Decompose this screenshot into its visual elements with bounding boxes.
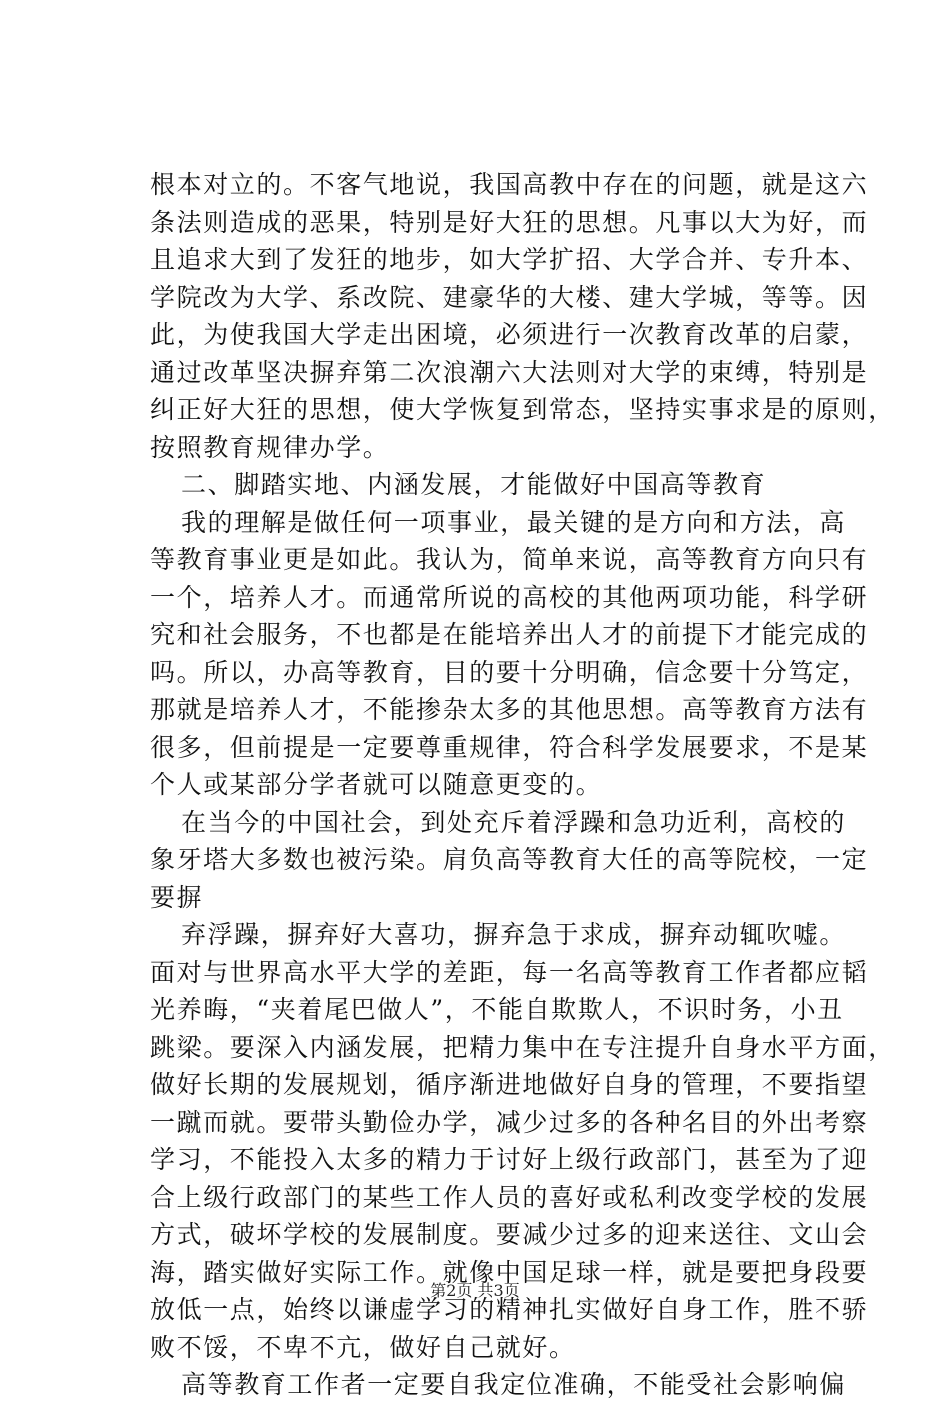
text-line: 光养晦，“夹着尾巴做人”，不能自欺欺人，不识时务，小丑	[150, 995, 844, 1024]
text-line: 在当今的中国社会，到处充斥着浮躁和急功近利，高校的	[181, 807, 847, 837]
text-line: 合上级行政部门的某些工作人员的喜好或私利改变学校的发展	[150, 1182, 869, 1212]
text-line: 学习，不能投入太多的精力于讨好上级行政部门，甚至为了迎	[150, 1145, 869, 1174]
text-line: 很多，但前提是一定要尊重规律，符合科学发展要求，不是某	[150, 732, 869, 762]
text-line: 此，为使我国大学走出困境，必须进行一次教育改革的启蒙，	[150, 320, 869, 349]
text-line: 个人或某部分学者就可以随意更变的。	[150, 770, 603, 799]
text-line: 究和社会服务，不也都是在能培养出人才的前提下才能完成的	[150, 620, 869, 649]
page-footer: 第2页 共3页	[430, 1281, 520, 1300]
text-line: 且追求大到了发狂的地步，如大学扩招、大学合并、专升本、	[150, 245, 869, 274]
text-line: 学院改为大学、系改院、建豪华的大楼、建大学城，等等。因	[150, 282, 869, 312]
text-line: 等教育事业更是如此。我认为，简单来说，高等教育方向只有	[150, 545, 869, 574]
text-line: 通过改革坚决摒弃第二次浪潮六大法则对大学的束缚，特别是	[150, 357, 869, 387]
text-line: 方式，破坏学校的发展制度。要减少过多的迎来送往、文山会	[150, 1220, 869, 1249]
section-heading: 二、脚踏实地、内涵发展，才能做好中国高等教育	[181, 470, 767, 499]
text-line: 那就是培养人才，不能掺杂太多的其他思想。高等教育方法有	[150, 695, 869, 724]
text-line: 象牙塔大多数也被污染。肩负高等教育大任的高等院校，一定	[150, 845, 869, 874]
text-line: 弃浮躁，摒弃好大喜功，摒弃急于求成，摒弃动辄吹嘘。	[181, 920, 847, 949]
text-line: 面对与世界高水平大学的差距，每一名高等教育工作者都应韬	[150, 957, 869, 987]
text-line: 一蹴而就。要带头勤俭办学，减少过多的各种名目的外出考察	[150, 1107, 869, 1137]
text-line: 要摒	[150, 882, 204, 912]
text-line: 海，踏实做好实际工作。就像中国足球一样，就是要把身段要	[150, 1257, 869, 1287]
text-line: 吗。所以，办高等教育，目的要十分明确，信念要十分笃定，	[150, 657, 869, 687]
document-body	[150, 166, 895, 1404]
text-line: 放低一点，始终以谦虚学习的精神扎实做好自身工作，胜不骄	[150, 1295, 869, 1324]
text-line: 跳梁。要深入内涵发展，把精力集中在专注提升自身水平方面，	[150, 1032, 895, 1062]
text-line: 按照教育规律办学。	[150, 432, 390, 462]
text-line: 高等教育工作者一定要自我定位准确，不能受社会影响偏	[181, 1370, 847, 1399]
text-line: 纠正好大狂的思想，使大学恢复到常态，坚持实事求是的原则，	[150, 395, 895, 424]
text-line: 败不馁，不卑不亢，做好自己就好。	[150, 1332, 576, 1362]
text-line: 条法则造成的恶果，特别是好大狂的思想。凡事以大为好，而	[150, 207, 869, 237]
text-line: 做好长期的发展规划，循序渐进地做好自身的管理，不要指望	[150, 1070, 869, 1099]
text-line: 一个，培养人才。而通常所说的高校的其他两项功能，科学研	[150, 582, 869, 612]
text-line: 根本对立的。不客气地说，我国高教中存在的问题，就是这六	[150, 170, 869, 199]
text-line: 我的理解是做任何一项事业，最关键的是方向和方法，高	[181, 507, 847, 537]
